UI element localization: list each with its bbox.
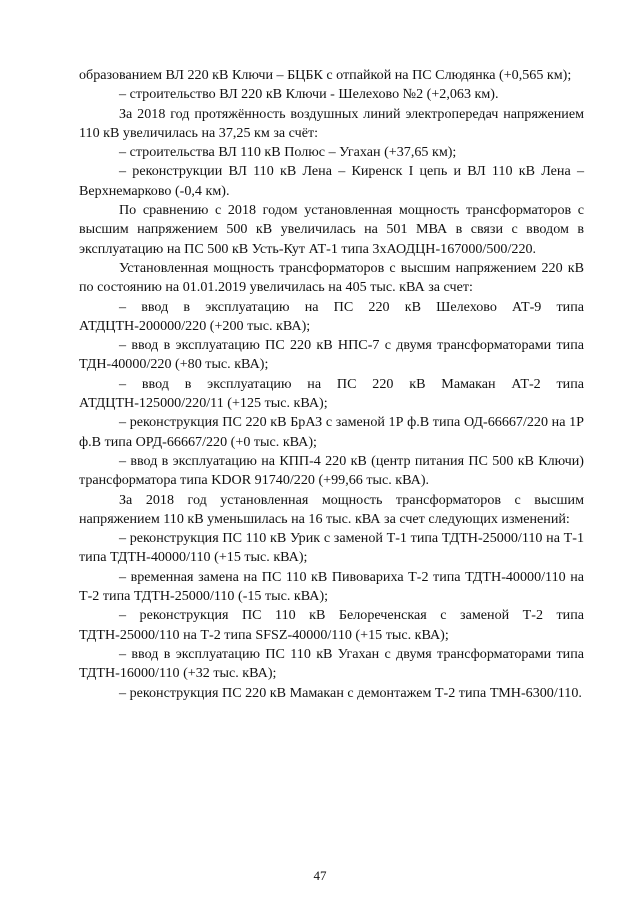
paragraph: За 2018 год установленная мощность трансформаторов с высшим напряжением 110 кВ уменьшилась на 16 тыс. кВА за счет следующих изменений: (79, 491, 584, 527)
list-item: – ввод в эксплуатацию на КПП-4 220 кВ (центр питания ПС 500 кВ Ключи) трансформатора типа KDOR 91740/220 (+99,66 тыс. кВА). (79, 452, 584, 489)
list-item: – ввод в эксплуатацию на ПС 220 кВ Шелехово АТ-9 типа АТДЦТН-200000/220 (+200 тыс. кВА); (79, 298, 584, 334)
list-item: – ввод в эксплуатацию ПС 220 кВ НПС-7 с двумя трансформаторами типа ТДН-40000/220 (+80 тыс. кВА); (79, 337, 584, 373)
list-item: – реконструкция ПС 110 кВ Белореченская с заменой Т-2 типа ТДТН-25000/110 на Т-2 типа SFSZ-40000/110 (+15 тыс. кВА); (79, 607, 584, 643)
list-item: – реконструкции ВЛ 110 кВ Лена – Киренск I цепь и ВЛ 110 кВ Лена – Верхнемарково (-0,4 км). (79, 163, 584, 199)
page-number: 47 (313, 868, 327, 883)
list-item: – ввод в эксплуатацию на ПС 220 кВ Мамакан АТ-2 типа АТДЦТН-125000/220/11 (+125 тыс. кВА); (79, 375, 584, 412)
paragraph: За 2018 год протяжённость воздушных линий электропередач напряжением 110 кВ увеличилась на 37,25 км за счёт: (79, 105, 584, 141)
paragraph: По сравнению с 2018 годом установленная мощность трансформаторов с высшим напряжением 500 кВ увеличилась на 501 МВА в связи с вводом в эксплуатацию на ПС 500 кВ Усть-Кут АТ-1 типа 3хАОДЦН-167000/500/220. (79, 202, 584, 257)
list-item: – ввод в эксплуатацию ПС 110 кВ Угахан с двумя трансформаторами типа ТДТН-16000/110 (+32 тыс. кВА); (79, 645, 584, 682)
list-item: – реконструкция ПС 110 кВ Урик с заменой Т-1 типа ТДТН-25000/110 на Т-1 типа ТДТН-40000/110 (+15 тыс. кВА); (79, 530, 584, 566)
list-item: – временная замена на ПС 110 кВ Пивовариха Т-2 типа ТДТН-40000/110 на Т-2 типа ТДТН-25000/110 (-15 тыс. кВА); (79, 568, 584, 605)
list-item: – реконструкция ПС 220 кВ БрАЗ с заменой 1Р ф.В типа ОД-66667/220 на 1Р ф.В типа ОРД-66667/220 (+0 тыс. кВА); (79, 414, 584, 450)
list-item: – строительства ВЛ 110 кВ Полюс – Угахан (+37,65 км); (119, 144, 457, 161)
list-item: – реконструкция ПС 220 кВ Мамакан с демонтажем Т-2 типа ТМН-6300/110. (119, 684, 582, 701)
body-text (79, 66, 584, 703)
list-item: – строительство ВЛ 220 кВ Ключи - Шелехово №2 (+2,063 км). (119, 86, 499, 103)
paragraph: Установленная мощность трансформаторов с высшим напряжением 220 кВ по состоянию на 01.01.2019 увеличилась на 405 тыс. кВА за счет: (79, 259, 584, 296)
paragraph: образованием ВЛ 220 кВ Ключи – БЦБК с отпайкой на ПС Слюдянка (+0,565 км); (79, 67, 572, 83)
